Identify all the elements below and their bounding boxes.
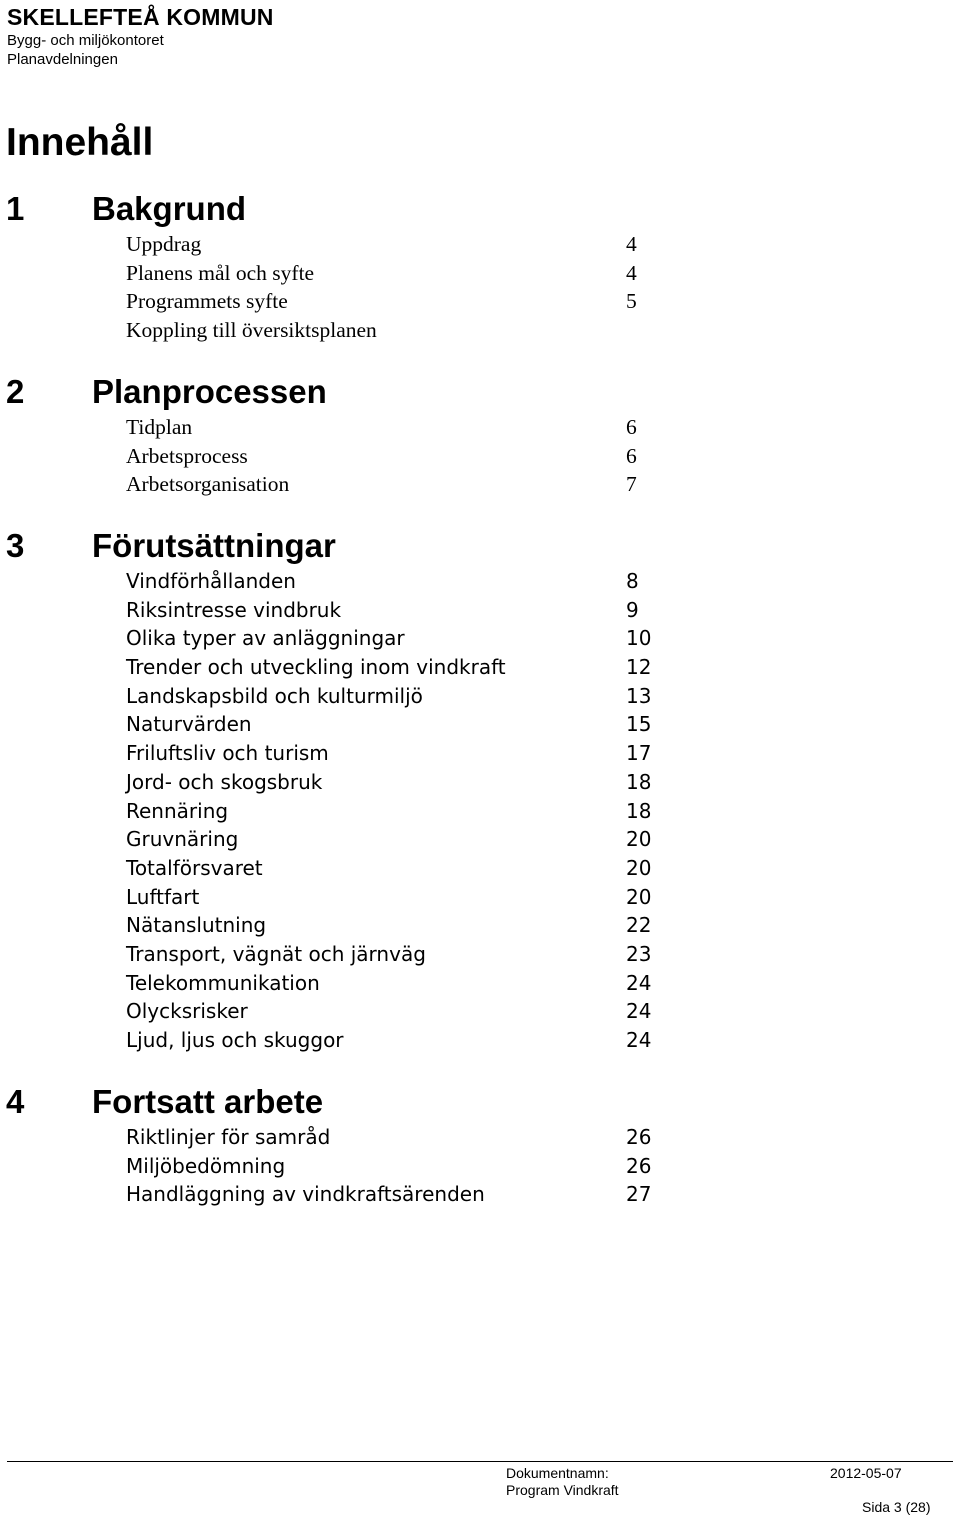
entry-page-number: 24 [626,970,652,995]
entry-label: Koppling till översiktsplanen [126,318,377,343]
unit-name: Planavdelningen [7,51,118,68]
entry-label: Planens mål och syfte [126,260,315,285]
toc-section-heading[interactable] [6,525,686,567]
toc-entry[interactable] [6,997,686,1026]
toc-entry[interactable] [6,413,686,442]
toc-entry-list [6,1123,686,1209]
entry-label: Ljud, ljus och skuggor [126,1028,344,1052]
entry-page-number: 15 [626,712,652,737]
section-number: 2 [6,373,25,410]
entry-label: Telekommunikation [126,970,320,995]
entry-page-number: 8 [626,569,639,593]
entry-label: Totalförsvaret [126,855,263,880]
toc-section-2 [6,371,686,499]
entry-page-number: 4 [626,260,637,285]
entry-label: Arbetsorganisation [126,472,290,497]
toc-section-heading[interactable] [6,188,686,230]
toc-section-1 [6,188,686,345]
entry-page-number: 20 [626,855,652,880]
entry-page-number: 22 [626,913,652,938]
entry-page-number: 10 [626,626,652,651]
entry-label: Riksintresse vindbruk [126,597,342,622]
entry-label: Friluftsliv och turism [126,741,329,766]
entry-page-number: 12 [626,655,652,680]
toc-entry[interactable] [6,653,686,682]
footer-divider [7,1461,953,1462]
entry-label: Uppdrag [126,232,202,256]
entry-label: Riktlinjer för samråd [126,1125,331,1149]
entry-page-number: 6 [626,415,637,439]
toc-entry[interactable] [6,682,686,711]
entry-label: Programmets syfte [126,289,288,314]
toc-entry[interactable] [6,567,686,596]
toc-entry[interactable] [6,940,686,969]
entry-label: Tidplan [126,415,193,439]
toc-section-3 [6,525,686,1055]
toc-entry[interactable] [6,259,686,288]
toc-entry[interactable] [6,825,686,854]
entry-label: Nätanslutning [126,913,267,938]
entry-page-number: 4 [626,232,637,256]
section-number: 3 [6,527,25,564]
toc-entry[interactable] [6,624,686,653]
organization-name: SKELLEFTEÅ KOMMUN [7,4,274,30]
entry-page-number: 7 [626,472,637,497]
department-name: Bygg- och miljökontoret [7,32,164,49]
document-name-label: Dokumentnamn: [506,1465,609,1481]
toc-entry[interactable] [6,739,686,768]
entry-label: Luftfart [126,884,200,909]
toc-section-4 [6,1081,686,1209]
entry-label: Jord- och skogsbruk [126,769,323,794]
toc-entry[interactable] [6,969,686,998]
entry-label: Olika typer av anläggningar [126,626,405,651]
toc-entry[interactable] [6,911,686,940]
toc-entry[interactable] [6,854,686,883]
entry-page-number: 27 [626,1182,652,1207]
entry-page-number: 13 [626,683,652,708]
toc-entry[interactable] [6,1180,686,1209]
entry-label: Handläggning av vindkraftsärenden [126,1182,485,1207]
entry-label: Transport, vägnät och järnväg [126,941,426,966]
entry-label: Naturvärden [126,712,252,737]
toc-entry-list [6,567,686,1055]
toc-entry-list [6,230,686,345]
toc-entry[interactable] [6,710,686,739]
document-name: Program Vindkraft [506,1482,619,1498]
entry-label: Arbetsprocess [126,443,248,468]
page-indicator: Sida 3 (28) [862,1499,931,1515]
entry-label: Gruvnäring [126,827,239,852]
section-number: 1 [6,190,25,227]
entry-label: Miljöbedömning [126,1153,286,1178]
toc-entry[interactable] [6,596,686,625]
toc-entry[interactable] [6,883,686,912]
entry-label: Landskapsbild och kulturmiljö [126,683,423,708]
toc-entry[interactable] [6,768,686,797]
entry-page-number: 24 [626,999,652,1024]
entry-page-number: 17 [626,741,652,766]
document-date: 2012-05-07 [830,1465,902,1481]
toc-entry-list [6,413,686,499]
entry-page-number: 5 [626,289,637,314]
entry-page-number: 23 [626,941,652,966]
toc-section-heading[interactable] [6,371,686,413]
entry-label: Trender och utveckling inom vindkraft [126,655,506,680]
entry-page-number: 24 [626,1028,652,1052]
toc-section-heading[interactable] [6,1081,686,1123]
entry-page-number: 9 [626,597,639,622]
toc-entry[interactable] [6,1152,686,1181]
toc-entry[interactable] [6,442,686,471]
entry-page-number: 26 [626,1153,652,1178]
page-title: Innehåll [6,121,154,164]
entry-label: Olycksrisker [126,999,248,1024]
entry-page-number: 6 [626,443,637,468]
toc-entry[interactable] [6,1026,686,1055]
toc-entry[interactable] [6,797,686,826]
section-number: 4 [6,1083,25,1120]
entry-page-number: 20 [626,827,652,852]
section-title: Fortsatt arbete [92,1083,324,1120]
document-header [7,4,274,69]
entry-page-number: 20 [626,884,652,909]
entry-page-number: 26 [626,1125,652,1149]
toc-entry[interactable] [6,287,686,316]
entry-label: Rennäring [126,798,229,823]
section-title: Bakgrund [92,190,247,227]
section-title: Förutsättningar [92,527,336,564]
toc-entry[interactable] [6,1123,686,1152]
entry-label: Vindförhållanden [126,569,296,593]
entry-page-number: 18 [626,769,652,794]
entry-page-number: 18 [626,798,652,823]
toc-entry[interactable] [6,230,686,259]
toc-entry[interactable] [6,470,686,499]
section-title: Planprocessen [92,373,327,410]
toc-entry[interactable] [6,316,686,345]
